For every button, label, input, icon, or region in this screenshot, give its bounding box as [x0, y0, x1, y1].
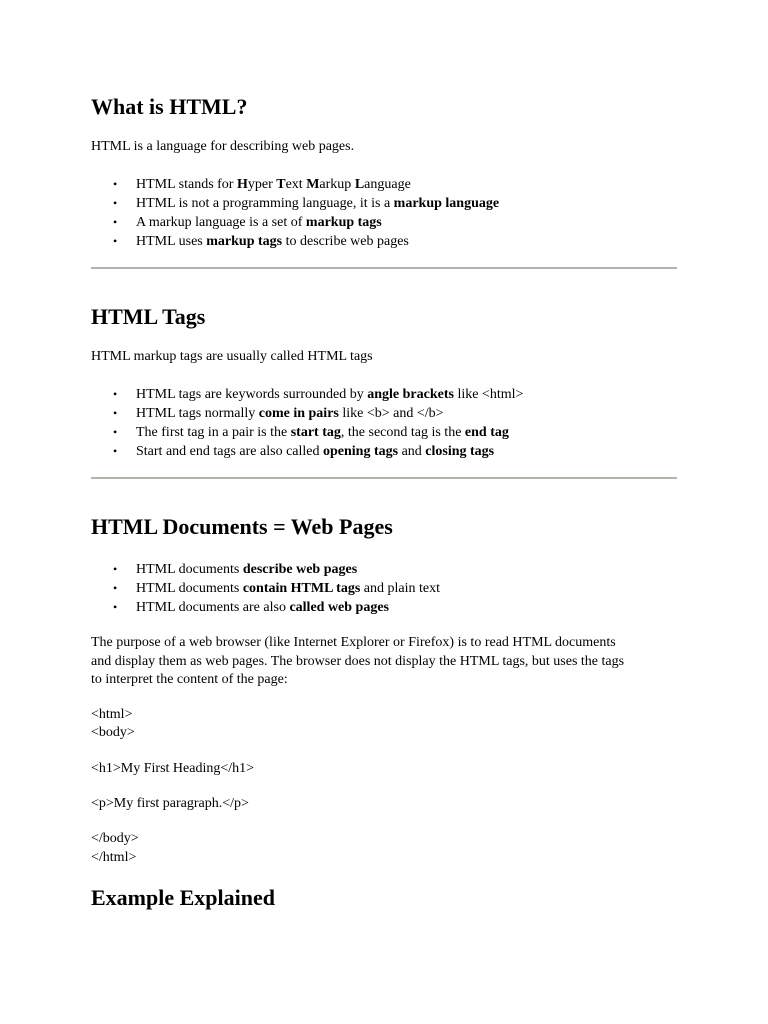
text: HTML uses [136, 234, 207, 249]
bold-text: H [236, 177, 248, 192]
bullet-icon: • [113, 600, 118, 614]
list-item [91, 423, 691, 442]
bullet-list-html-documents [91, 560, 691, 617]
bold-text: end tag [464, 425, 509, 440]
text: HTML documents [136, 562, 243, 577]
text: like <b> and </b> [338, 406, 444, 421]
bold-text: opening tags [322, 444, 399, 459]
paragraph-line: The purpose of a web browser (like Internet Explorer or Firefox) is to read HTML documents [91, 635, 616, 650]
bold-text: start tag [290, 425, 341, 440]
text: like <html> [453, 387, 524, 402]
heading-example-explained: Example Explained [91, 885, 275, 910]
intro-paragraph: HTML is a language for describing web pages. [91, 139, 355, 154]
code-line: <body> [91, 725, 135, 740]
text: yper [247, 177, 277, 192]
list-item [91, 442, 691, 461]
bold-text: T [276, 177, 286, 192]
bold-text: called web pages [289, 600, 390, 615]
text: HTML is not a programming language, it is a [136, 196, 394, 211]
bullet-icon: • [113, 406, 118, 420]
bullet-icon: • [113, 444, 118, 458]
text: HTML tags are keywords surrounded by [136, 387, 368, 402]
paragraph-line: and display them as web pages. The browser does not display the HTML tags, but uses the tags [91, 653, 625, 669]
text: Start and end tags are also called [136, 444, 323, 459]
bullet-icon: • [113, 234, 118, 248]
bullet-icon: • [113, 562, 118, 576]
bold-text: contain HTML tags [242, 581, 361, 596]
browser-paragraph [91, 634, 691, 690]
text: anguage [364, 177, 411, 192]
bullet-list-html-tags [91, 385, 691, 461]
list-item [91, 232, 691, 251]
text: , the second tag is the [340, 425, 465, 440]
text: and [398, 444, 426, 459]
text: ext [285, 177, 307, 192]
list-item [91, 579, 691, 598]
code-line: </body> [91, 831, 139, 846]
paragraph-line: to interpret the content of the page: [91, 672, 288, 687]
list-item [91, 404, 691, 423]
heading-what-is-html: What is HTML? [91, 94, 248, 119]
text: HTML documents are also [136, 600, 290, 615]
code-line: <h1>My First Heading</h1> [91, 761, 255, 776]
divider-1 [91, 267, 677, 269]
bold-text: closing tags [425, 444, 495, 459]
text: HTML stands for [136, 177, 237, 192]
code-line: <p>My first paragraph.</p> [91, 796, 249, 811]
bold-text: markup tags [206, 234, 283, 249]
bullet-icon: • [113, 177, 118, 191]
heading-html-tags: HTML Tags [91, 304, 206, 329]
list-item [91, 175, 691, 194]
text: to describe web pages [282, 234, 409, 249]
bold-text: markup tags [305, 215, 382, 230]
bold-text: markup language [393, 196, 500, 211]
intro-paragraph: HTML markup tags are usually called HTML tags [91, 349, 373, 364]
list-item [91, 385, 691, 404]
bullet-icon: • [113, 387, 118, 401]
list-item [91, 598, 691, 617]
bold-text: come in pairs [258, 406, 339, 421]
text: HTML documents [136, 581, 243, 596]
text: HTML tags normally [136, 406, 259, 421]
list-item [91, 194, 691, 213]
bullet-icon: • [113, 425, 118, 439]
text: A markup language is a set of [136, 215, 306, 230]
bold-text: L [354, 177, 365, 192]
text: The first tag in a pair is the [136, 425, 291, 440]
list-item [91, 560, 691, 579]
list-item [91, 213, 691, 232]
bold-text: describe web pages [242, 562, 358, 577]
bullet-list-what-is-html [91, 175, 691, 251]
code-line: </html> [91, 850, 137, 865]
text: arkup [319, 177, 355, 192]
bold-text: angle brackets [367, 387, 454, 402]
text: and plain text [360, 581, 440, 596]
bold-text: M [306, 177, 320, 192]
bullet-icon: • [113, 581, 118, 595]
heading-html-documents: HTML Documents = Web Pages [91, 514, 393, 539]
divider-2 [91, 477, 677, 479]
bullet-icon: • [113, 215, 118, 229]
code-line: <html> [91, 707, 133, 722]
bullet-icon: • [113, 196, 118, 210]
